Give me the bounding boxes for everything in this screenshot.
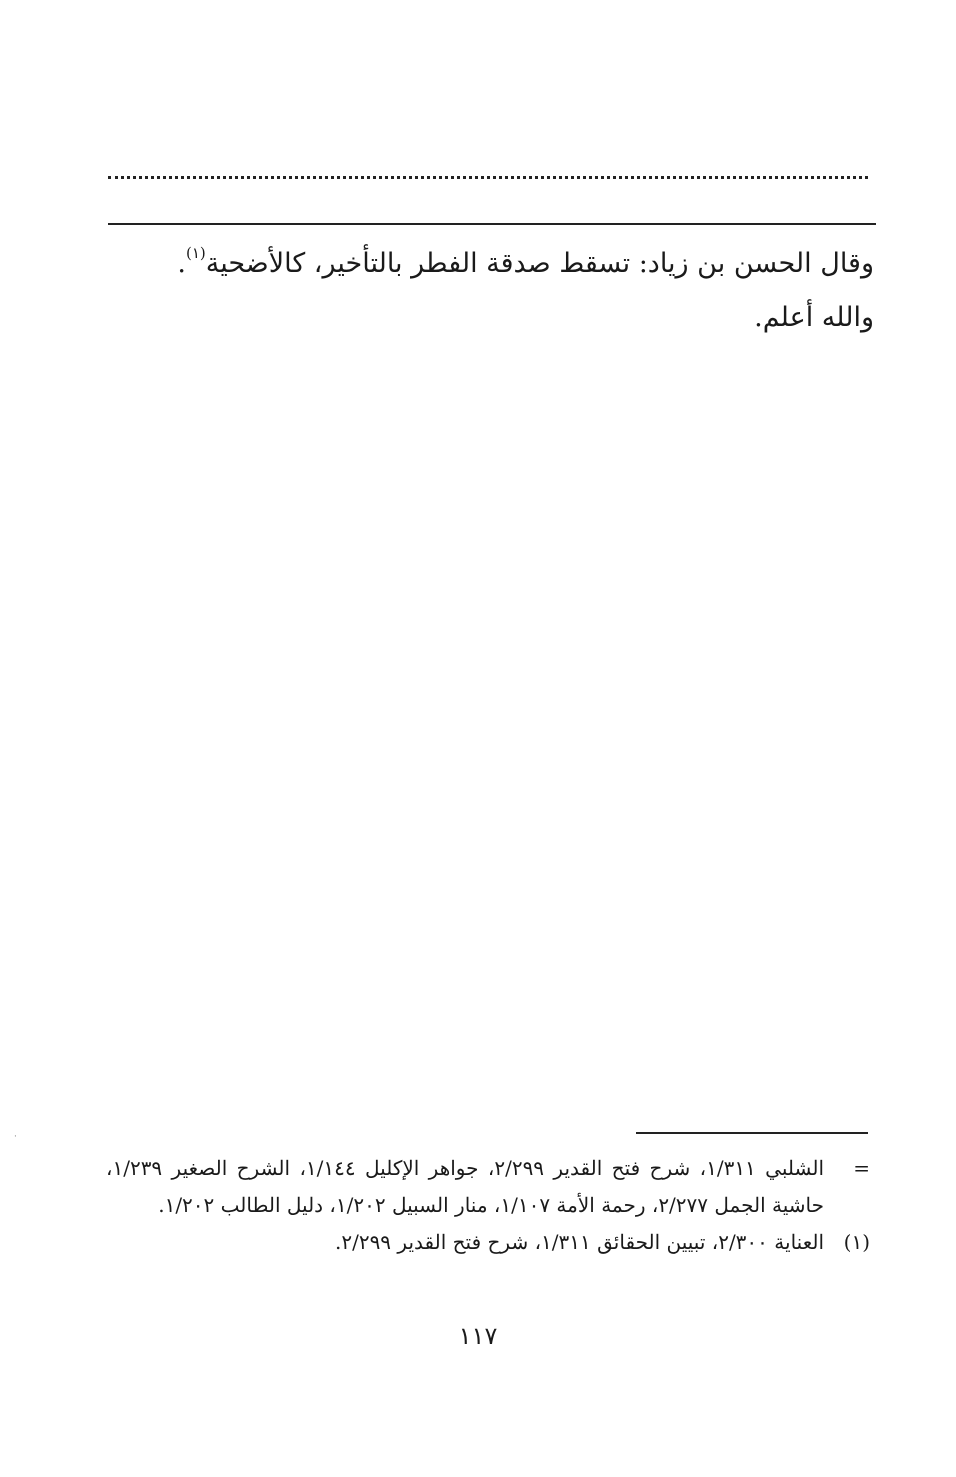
footnote-number: (١) [843,1230,870,1254]
section-divider [108,223,876,225]
sentence-end: . [177,248,186,279]
scan-speck: · [14,1132,17,1142]
footnote-1 [106,1224,870,1261]
body-paragraph-line [104,244,874,279]
footnote-separator [636,1132,868,1134]
body-text: وقال الحسن بن زياد: تسقط صدقة الفطر بالتأخير، كالأضحية [205,248,874,279]
footnote-continued [106,1150,870,1224]
footnote-reference[interactable]: (١) [185,244,206,262]
dotted-separator [108,176,868,179]
page-number: ١١٧ [458,1322,498,1350]
footnote-1-text: العناية ٢/٣٠٠، تبيين الحقائق ١/٣١١، شرح فتح القدير ٢/٢٩٩. [334,1230,824,1254]
footnote-continued-text: الشلبي ١/٣١١، شرح فتح القدير ٢/٢٩٩، جواهر الإكليل ١/١٤٤، الشرح الصغير ١/٢٣٩، حاشية الجمل ٢/٢٧٧، رحمة الأمة ١/١٠٧، منار السبيل ١/٢٠٢، دليل الطالب ١/٢٠٢. [106,1156,825,1217]
footnote-continuation-marker: = [853,1156,870,1180]
footnotes-section [106,1150,870,1261]
closing-phrase: والله أعلم. [754,302,874,333]
